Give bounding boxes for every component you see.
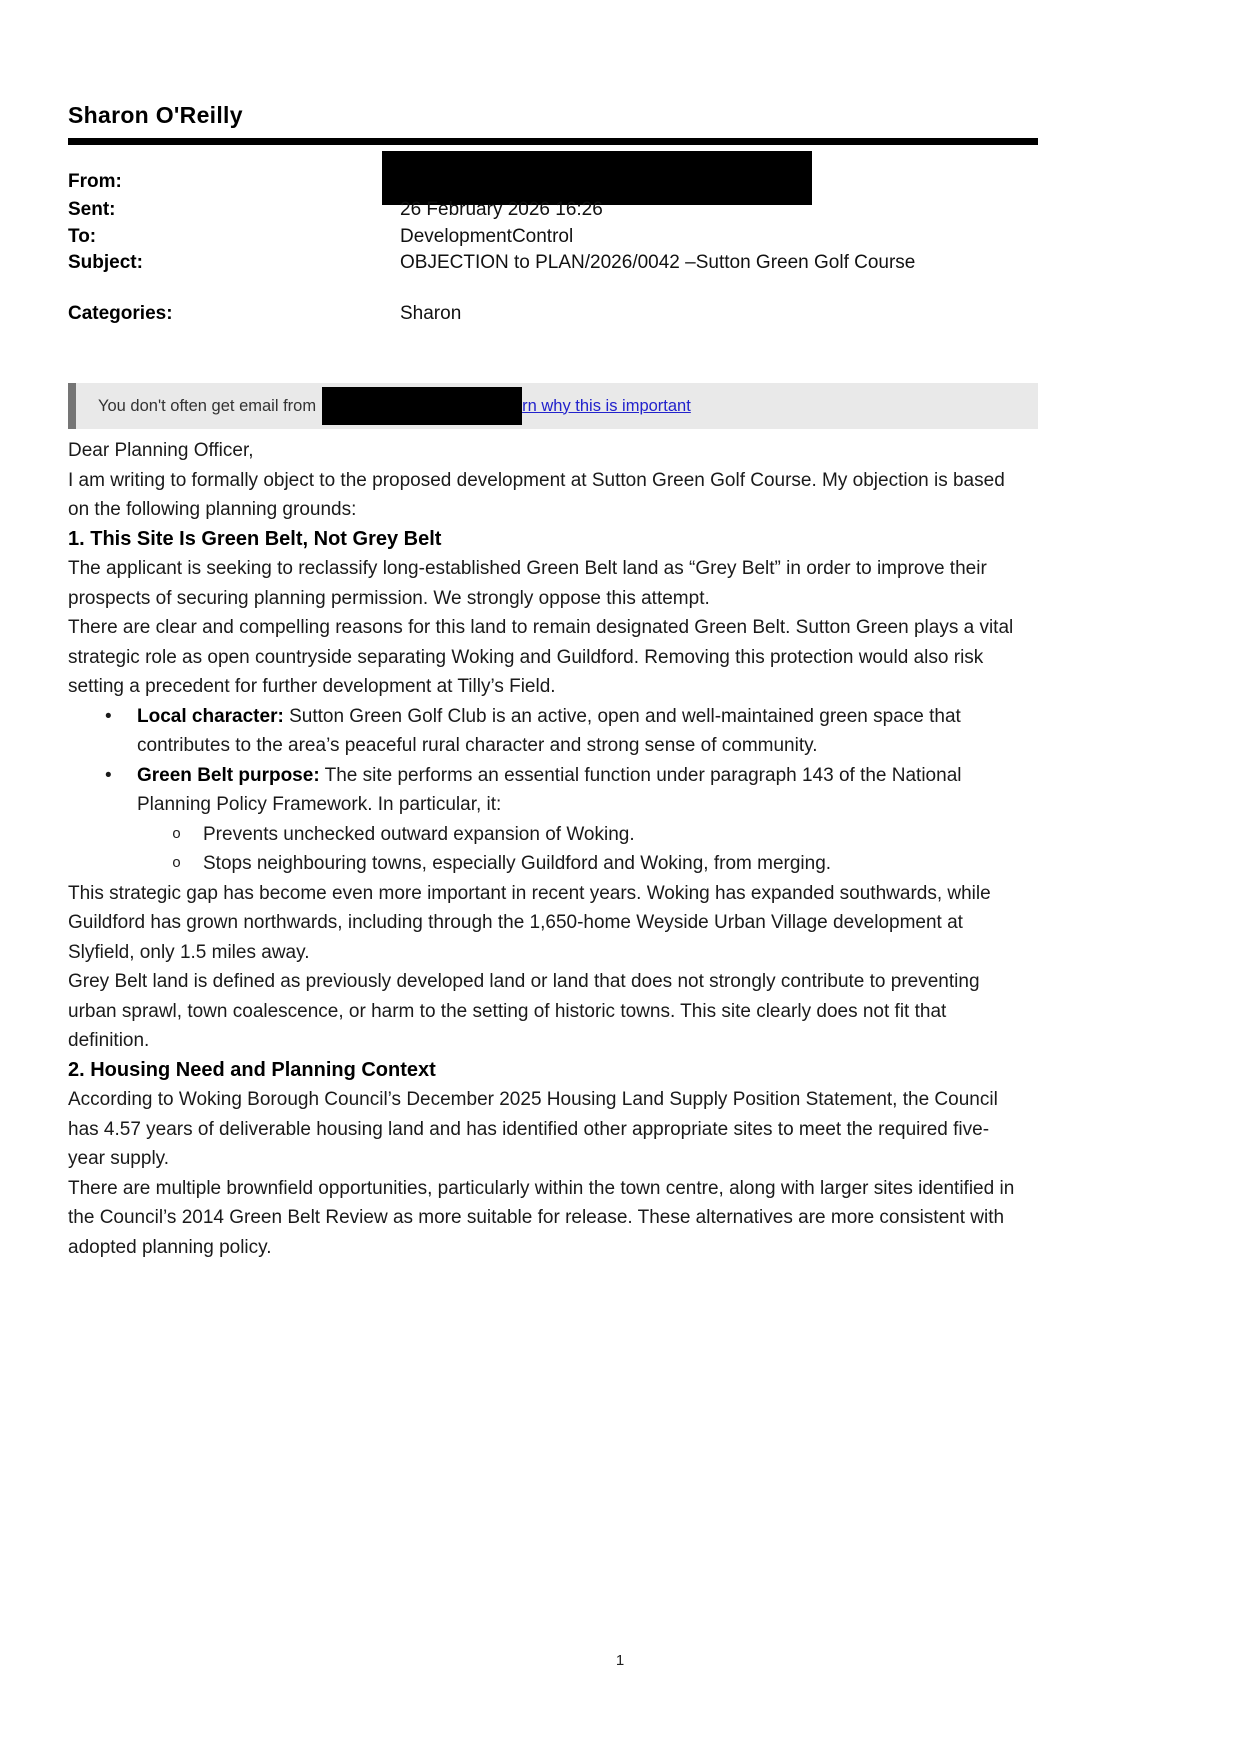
sub-bullet-marker: o: [172, 855, 182, 872]
bullet-text: [137, 702, 1023, 761]
subject-label: Subject:: [68, 252, 143, 273]
bullet-marker: •: [105, 764, 112, 786]
paragraph: There are multiple brownfield opportunities, particularly within the town centre, along with larger sites identified in the Council’s 2014 Green Belt Review as more suitable for release. These alternatives are more consistent with adopted planning policy.: [68, 1177, 1015, 1258]
sub-list-item: [68, 849, 1023, 879]
sent-value: 26 February 2026 16:26: [400, 199, 603, 220]
sub-list-item: [68, 820, 1023, 850]
paragraph: There are clear and compelling reasons for this land to remain designated Green Belt. Sutton Green plays a vital strategic role as open countryside separating Woking and Guildford. Removing this protection would also risk setting a precedent for further development at Tilly’s Field.: [68, 617, 1014, 697]
bullet-lead: Green Belt purpose:: [137, 764, 320, 786]
sub-bullet-text: Prevents unchecked outward expansion of Woking.: [203, 823, 635, 845]
list-item: [68, 761, 1023, 820]
email-body: [68, 436, 1023, 1262]
bullet-rest: The site performs an essential function under paragraph 143 of the National Planning Policy Framework. In particular, it:: [137, 764, 962, 815]
redacted-sender-box: [382, 151, 812, 205]
banner-accent-bar: [68, 383, 76, 429]
categories-label: Categories:: [68, 303, 173, 324]
external-sender-banner: [68, 383, 1038, 429]
section-1-heading: 1. This Site Is Green Belt, Not Grey Belt: [68, 527, 442, 550]
page-number: 1: [615, 1652, 625, 1669]
sub-bullet-marker: o: [172, 825, 182, 843]
bullet-text: [137, 761, 1023, 820]
paragraph: This strategic gap has become even more important in recent years. Woking has expanded southwards, while Guildford has grown northwards, including through the 1,650-home Weyside Urban Village development at Slyfield, only 1.5 miles away.: [68, 882, 991, 963]
learn-why-link[interactable]: rn why this is important: [522, 396, 691, 415]
intro-paragraph: I am writing to formally object to the proposed development at Sutton Green Golf Course. My objection is based on the following planning grounds:: [68, 469, 1005, 520]
bullet-marker: •: [105, 705, 112, 727]
list-item: [68, 702, 1023, 761]
sent-label: Sent:: [68, 199, 116, 220]
bullet-lead: Local character:: [137, 705, 284, 727]
paragraph: Grey Belt land is defined as previously developed land or land that does not strongly contribute to preventing urban sprawl, town coalescence, or harm to the setting of historic towns. This site clearly does not fit that definition.: [68, 971, 980, 1051]
title-divider: [68, 138, 1038, 145]
bullet-rest: Sutton Green Golf Club is an active, open and well-maintained green space that contributes to the area’s peaceful rural character and strong sense of community.: [137, 705, 961, 756]
paragraph: The applicant is seeking to reclassify long-established Green Belt land as “Grey Belt” in order to improve their prospects of securing planning permission. We strongly oppose this attempt.: [68, 558, 987, 609]
paragraph: According to Woking Borough Council’s December 2025 Housing Land Supply Position Statement, the Council has 4.57 years of deliverable housing land and has identified other appropriate sites to meet the required five-year supply.: [68, 1089, 998, 1169]
section-2-heading: 2. Housing Need and Planning Context: [68, 1058, 436, 1081]
categories-value: Sharon: [400, 303, 462, 324]
to-label: To:: [68, 226, 97, 247]
salutation: Dear Planning Officer,: [68, 440, 254, 461]
from-label: From:: [68, 171, 122, 192]
redacted-email-box: [322, 387, 522, 425]
subject-value: OBJECTION to PLAN/2026/0042 –Sutton Green Golf Course: [400, 252, 916, 273]
banner-text: You don't often get email from: [98, 396, 317, 415]
recipient-name: Sharon O'Reilly: [68, 102, 243, 128]
to-value: DevelopmentControl: [400, 226, 574, 247]
sub-bullet-text: Stops neighbouring towns, especially Guildford and Woking, from merging.: [203, 853, 832, 874]
